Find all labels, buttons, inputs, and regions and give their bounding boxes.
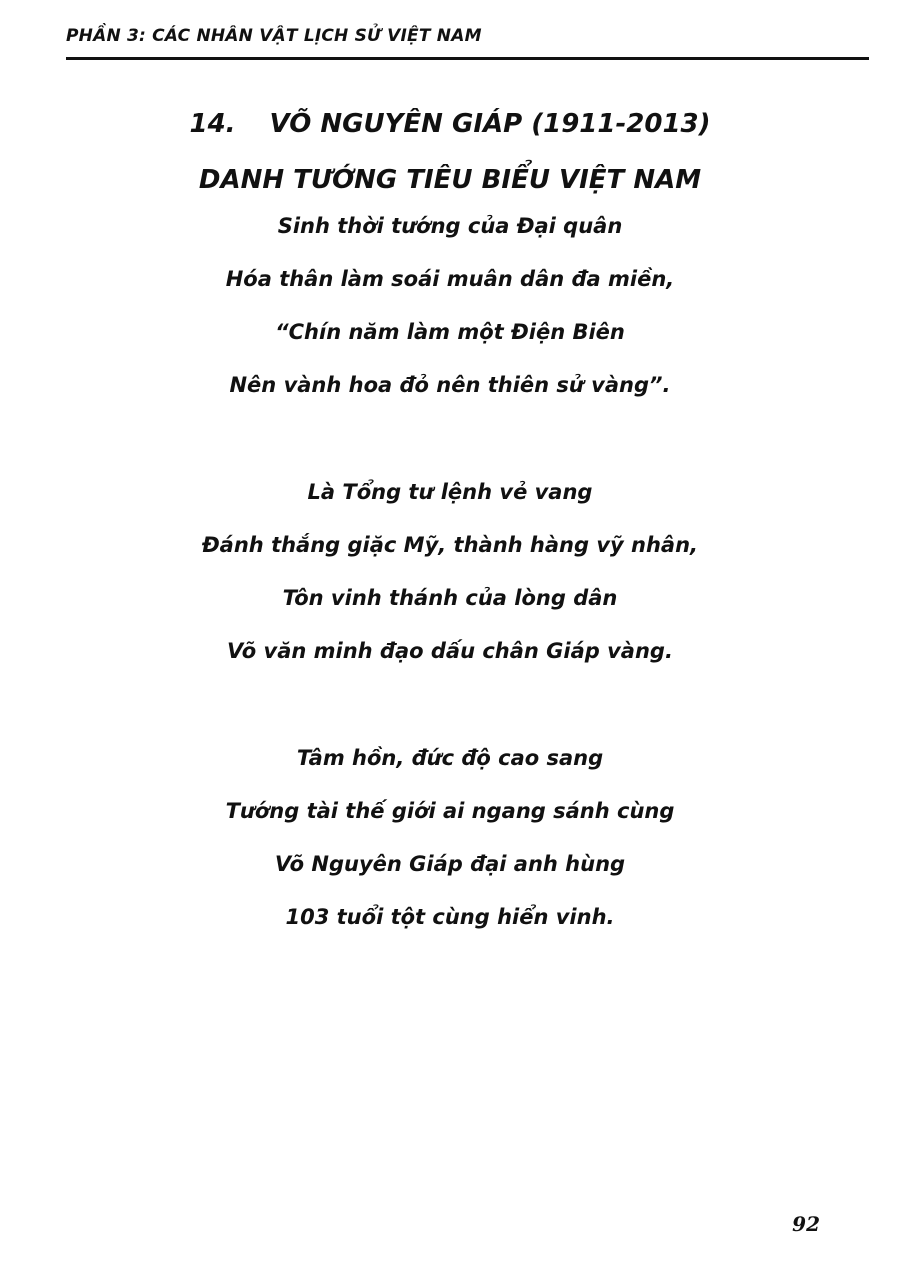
poem-verse: Võ Nguyên Giáp đại anh hùng (274, 852, 626, 876)
poem-verse: Hóa thân làm soái muân dân đa miền, (225, 267, 675, 291)
running-header: PHẦN 3: CÁC NHÂN VẬT LỊCH SỬ VIỆT NAM (66, 26, 482, 46)
poem-stanza-3 (0, 732, 900, 944)
poem-stanza-2 (0, 466, 900, 678)
poem-verse: Là Tổng tư lệnh vẻ vang (307, 480, 593, 504)
poem-verse: Võ văn minh đạo dấu chân Giáp vàng. (227, 639, 673, 663)
poem-verse: Tôn vinh thánh của lòng dân (282, 586, 618, 610)
header-divider (66, 57, 869, 60)
poem (0, 200, 900, 944)
poem-verse: Tướng tài thế giới ai ngang sánh cùng (225, 799, 675, 823)
poem-verse: Nên vành hoa đỏ nên thiên sử vàng”. (229, 373, 671, 397)
poem-stanza-1 (0, 200, 900, 412)
chapter-title-block (0, 96, 900, 208)
poem-verse: “Chín năm làm một Điện Biên (275, 320, 625, 344)
chapter-subtitle: DANH TƯỚNG TIÊU BIỂU VIỆT NAM (198, 165, 702, 195)
chapter-title: VÕ NGUYÊN GIÁP (1911-2013) (269, 109, 711, 139)
poem-verse: 103 tuổi tột cùng hiển vinh. (285, 905, 615, 929)
page-number: 92 (792, 1212, 820, 1236)
chapter-number: 14. (189, 109, 236, 139)
poem-verse: Đánh thắng giặc Mỹ, thành hàng vỹ nhân, (201, 533, 699, 557)
chapter-title-line (0, 96, 900, 152)
poem-verse: Sinh thời tướng của Đại quân (277, 214, 623, 238)
poem-verse: Tâm hồn, đức độ cao sang (296, 746, 604, 770)
